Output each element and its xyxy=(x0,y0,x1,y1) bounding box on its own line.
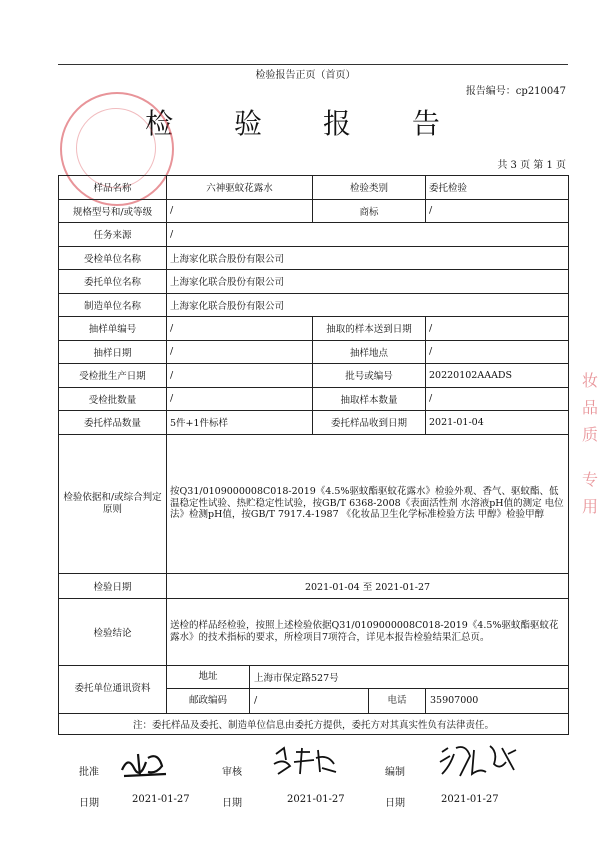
header-rule xyxy=(58,64,568,65)
table-row xyxy=(59,573,569,598)
table-row xyxy=(59,364,569,388)
table-row xyxy=(59,270,569,294)
table-row xyxy=(59,293,569,317)
phone-label: 电话 xyxy=(369,689,426,713)
page-title: 检验报告正页（首页） xyxy=(255,70,356,81)
test-category: 委托检验 xyxy=(426,176,569,200)
approve-signature xyxy=(118,748,170,782)
table-row xyxy=(59,176,569,200)
conclusion-label: 检验结论 xyxy=(59,598,167,665)
report-number: 报告编号：cp210047 xyxy=(465,86,566,97)
entrust-unit: 上海家化联合股份有限公司 xyxy=(167,270,569,294)
postcode-label: 邮政编码 xyxy=(167,689,250,713)
production-date-label: 受检批生产日期 xyxy=(59,364,167,388)
test-category-label: 检验类别 xyxy=(313,176,426,200)
approve-date-label: 日期 xyxy=(79,798,99,809)
spec-label: 规格型号和/或等级 xyxy=(59,199,167,223)
sample-delivery-date-label: 抽取的样本送到日期 xyxy=(313,317,426,341)
sample-name-label: 样品名称 xyxy=(59,176,167,200)
prepare-date-label: 日期 xyxy=(385,798,405,809)
test-date-label: 检验日期 xyxy=(59,573,167,598)
page-indicator: 共 3 页 第 1 页 xyxy=(497,160,566,171)
sampling-no-label: 抽样单编号 xyxy=(59,317,167,341)
inspected-unit: 上海家化联合股份有限公司 xyxy=(167,246,569,270)
side-seal: 妆 品 质 专 用 xyxy=(582,371,599,516)
sample-qty-label: 抽取样本数量 xyxy=(313,387,426,411)
batch-qty: / xyxy=(167,387,313,411)
report-table xyxy=(58,175,569,735)
contact-label: 委托单位通讯资料 xyxy=(59,665,167,713)
sample-delivery-date: / xyxy=(426,317,569,341)
received-date-label: 委托样品收到日期 xyxy=(313,411,426,435)
production-date: / xyxy=(167,364,313,388)
review-date-label: 日期 xyxy=(222,798,242,809)
received-date: 2021-01-04 xyxy=(426,411,569,435)
brand: / xyxy=(426,199,569,223)
conclusion-text: 送检的样品经检验，按照上述检验依据Q31/0109000008C018-2019《4.5%驱蚊酯驱蚊花露水》的技术指标的要求，所检项目7项符合，详见本报告检验结果汇总页。 xyxy=(167,598,569,665)
batch-no-label: 批号或编号 xyxy=(313,364,426,388)
inspected-unit-label: 受检单位名称 xyxy=(59,246,167,270)
table-row xyxy=(59,665,569,688)
sampling-place: / xyxy=(426,340,569,364)
entrust-qty: 5件+1件标样 xyxy=(167,411,313,435)
task-source: / xyxy=(167,223,569,247)
table-row xyxy=(59,411,569,435)
task-source-label: 任务来源 xyxy=(59,223,167,247)
table-row xyxy=(59,246,569,270)
table-row xyxy=(59,434,569,573)
approve-date: 2021-01-27 xyxy=(132,794,190,805)
review-signature xyxy=(270,744,340,780)
prepare-signature xyxy=(436,740,520,784)
sample-qty: / xyxy=(426,387,569,411)
main-title: 检 验 报 告 xyxy=(145,107,466,140)
address: 上海市保定路527号 xyxy=(254,672,339,684)
manufacturer: 上海家化联合股份有限公司 xyxy=(167,293,569,317)
test-date: 2021-01-04 至 2021-01-27 xyxy=(167,573,569,598)
table-row xyxy=(59,387,569,411)
approve-label: 批准 xyxy=(79,767,99,778)
sample-name: 六神驱蚊花露水 xyxy=(167,176,313,200)
review-label: 审核 xyxy=(222,767,242,778)
sampling-date: / xyxy=(167,340,313,364)
postcode: / xyxy=(250,689,369,713)
manufacturer-label: 制造单位名称 xyxy=(59,293,167,317)
sampling-no: / xyxy=(167,317,313,341)
prepare-label: 编制 xyxy=(385,767,405,778)
prepare-date: 2021-01-27 xyxy=(441,794,499,805)
basis-text: 按Q31/0109000008C018-2019《4.5%驱蚊酯驱蚊花露水》检验外观、香气、驱蚊酯、低温稳定性试验、热贮稳定性试验，按GB/T 6368-2008《表面活性剂 水溶液pH值的测定 电位法》检测pH值，按GB/T 7917.4-1987 《化妆品卫生化学标准检验方法 甲醇》检验甲醇 xyxy=(167,434,569,573)
entrust-qty-label: 委托样品数量 xyxy=(59,411,167,435)
address-label: 地址 xyxy=(167,666,250,688)
spec: / xyxy=(167,199,313,223)
batch-no: 20220102AAADS xyxy=(426,364,569,388)
brand-label: 商标 xyxy=(313,199,426,223)
basis-label: 检验依据和/或综合判定原则 xyxy=(59,434,167,573)
table-row xyxy=(59,223,569,247)
review-date: 2021-01-27 xyxy=(287,794,345,805)
entrust-unit-label: 委托单位名称 xyxy=(59,270,167,294)
table-row xyxy=(59,199,569,223)
batch-qty-label: 受检批数量 xyxy=(59,387,167,411)
sampling-place-label: 抽样地点 xyxy=(313,340,426,364)
table-row xyxy=(59,598,569,665)
table-row xyxy=(59,317,569,341)
table-row xyxy=(59,713,569,734)
legal-note: 注：委托样品及委托、制造单位信息由委托方提供，委托方对其真实性负有法律责任。 xyxy=(59,713,569,734)
table-row xyxy=(59,340,569,364)
phone: 35907000 xyxy=(430,695,479,706)
sampling-date-label: 抽样日期 xyxy=(59,340,167,364)
